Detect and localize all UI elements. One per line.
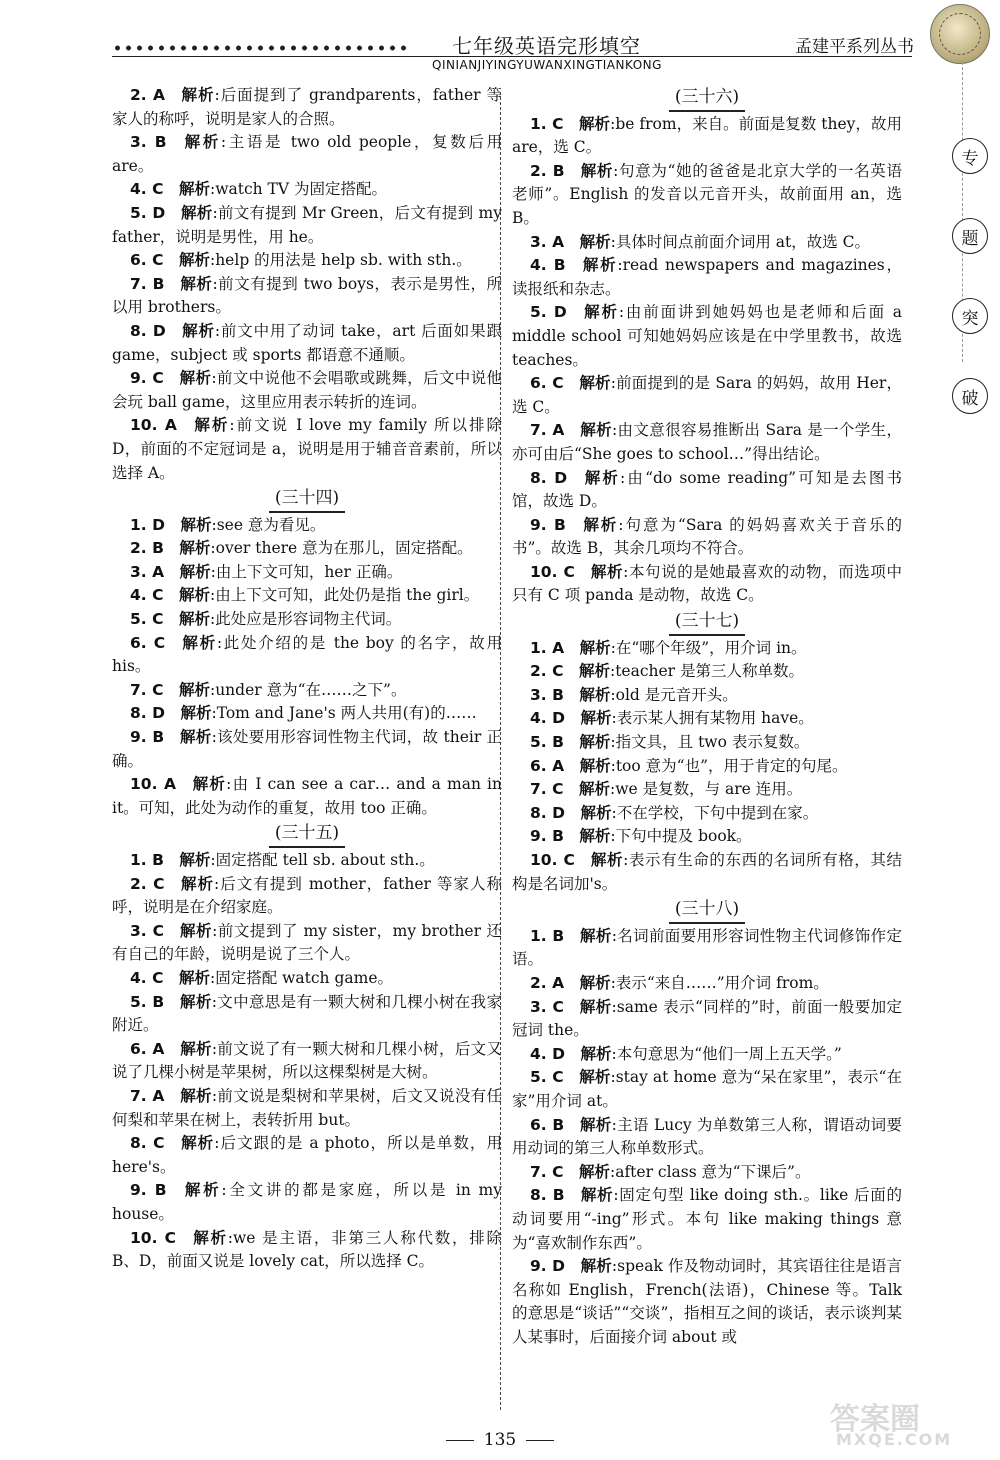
answer-number: 6. A (130, 1039, 165, 1058)
analysis-label: 解析 (581, 515, 619, 534)
analysis-label: 解析 (178, 251, 210, 270)
analysis-text: 前文中用了动词 take，art 后面如果跟 game，subject 或 sports 都语意不通顺。 (112, 321, 502, 364)
answer-number: 6. C (530, 374, 564, 393)
analysis-label: 解析 (579, 756, 611, 775)
answer-entry: 7. A 解析:前文说是梨树和苹果树，后文又说没有任何梨和苹果在树上，表转折用 but。 (112, 1086, 502, 1129)
analysis-text: 前文有提到 two boys，表示是男性，所以用 brothers。 (112, 274, 502, 317)
analysis-label: 解析 (178, 586, 210, 605)
answer-entry: 5. B 解析:指文具，且 two 表示复数。 (530, 733, 810, 752)
answer-number: 7. B (130, 274, 165, 293)
analysis-label: 解析 (180, 203, 213, 222)
analysis-text: Tom and Jane's 两人共用(有)的…… (216, 704, 477, 723)
answer-entry: 9. B 解析:该处要用形容词性物主代词，故 their 正确。 (112, 728, 502, 770)
answer-number: 9. B (530, 827, 564, 846)
analysis-label: 解析 (579, 733, 611, 752)
analysis-text: 固定句型 like doing sth.。like 后面的动词要用“-ing”形式。本句 like making things 意为“喜欢制作东西”。 (512, 1186, 902, 1252)
answer-entry: 4. C 解析:固定搭配 watch game。 (130, 968, 393, 987)
analysis-label: 解析 (181, 321, 215, 340)
answer-number: 8. D (530, 803, 565, 822)
analysis-text: 主语 Lucy 为单数第三人称，谓语动词要用动词的第三人称单数形式。 (512, 1115, 902, 1158)
analysis-label: 解析 (579, 1115, 612, 1134)
analysis-label: 解析 (578, 662, 610, 681)
analysis-text: 由文意很容易推断出 Sara 是一个学生，亦可由后“She goes to school…”得出结论。 (512, 421, 902, 463)
answer-number: 5. C (530, 1068, 564, 1087)
analysis-text: 由上下文可知，her 正确。 (215, 562, 403, 581)
analysis-text: 固定搭配 tell sb. about sth.。 (215, 851, 435, 869)
analysis-text: 表示有生命的东西的名词所有格，其结构是名词加's。 (512, 851, 902, 893)
answer-entry: 10. C 解析:本句说的是她最喜欢的动物，而选项中只有 C 项 panda 是动物，故选 C。 (512, 562, 902, 605)
answer-number: 5. C (130, 610, 164, 629)
analysis-label: 解析 (582, 303, 619, 322)
analysis-label: 解析 (579, 827, 611, 846)
answer-number: 8. B (530, 1186, 565, 1205)
analysis-label: 解析 (580, 803, 612, 822)
analysis-text: 固定搭配 watch game。 (215, 968, 393, 987)
analysis-text: 下句中提及 book。 (615, 827, 752, 846)
analysis-label: 解析 (582, 468, 621, 487)
answer-entry: 6. B 解析:主语 Lucy 为单数第三人称，谓语动词要用动词的第三人称单数形式。 (512, 1115, 902, 1158)
answer-number: 1. B (130, 851, 164, 869)
answer-entry: 8. C 解析:后文跟的是 a photo，所以是单数，用 here's。 (112, 1134, 502, 1176)
answer-entry: 1. A 解析:在“哪个年级”，用介词 in。 (530, 638, 807, 657)
answer-number: 8. D (130, 321, 166, 340)
answer-number: 5. D (530, 303, 567, 322)
analysis-label: 解析 (182, 1181, 222, 1200)
analysis-label: 解析 (178, 610, 210, 629)
answer-number: 6. C (130, 633, 166, 652)
answer-entry: 1. B 解析:名词前面要用形容词性物主代词修饰作定语。 (512, 926, 902, 969)
analysis-label: 解析 (179, 1086, 212, 1105)
analysis-label: 解析 (179, 728, 212, 747)
analysis-label: 解析 (579, 926, 612, 945)
book-title-pinyin: QINIANJIYINGYUWANXINGTIANKONG (432, 58, 662, 72)
answer-entry: 7. C 解析:after class 意为“下课后”。 (530, 1162, 811, 1181)
answer-entry: 7. B 解析:前文有提到 two boys，表示是男性，所以用 brothers。 (112, 274, 502, 317)
answer-number: 10. C (130, 1228, 176, 1247)
answer-entry: 10. C 解析:we 是主语，非第三人称代数，排除 B、D，前面又说是 lovely cat，所以选择 C。 (112, 1228, 502, 1271)
page-header (0, 0, 1000, 80)
answer-number: 3. B (530, 685, 564, 704)
answer-entry: 6. A 解析:前文说了有一颗大树和几棵小树，后文又说了几棵小树是苹果树，所以这棵梨树是大树。 (112, 1039, 502, 1082)
answer-entry: 2. A 解析:表示“来自……”用介词 from。 (530, 973, 829, 992)
answer-number: 7. A (530, 421, 565, 440)
answer-number: 9. D (530, 1257, 566, 1276)
analysis-text: 由 I can see a car… and a man in it。可知，此处为动作的重复，故用 too 正确。 (112, 775, 502, 817)
answer-entry: 10. A 解析:由 I can see a car… and a man in it。可知，此处为动作的重复，故用 too 正确。 (112, 775, 502, 817)
answer-number: 7. C (530, 1162, 564, 1181)
analysis-text: 由前面讲到她妈妈也是老师和后面 a middle school 可知她妈妈应该是在中学里教书，故选 teaches。 (512, 303, 902, 369)
analysis-text: 前面提到的是 Sara 的妈妈，故用 Her，选 C。 (512, 374, 902, 416)
answer-entry: 4. D 解析:本句意思为“他们一周上五天学。” (530, 1044, 842, 1063)
analysis-label: 解析 (180, 86, 215, 104)
answer-column-right (512, 84, 902, 1349)
analysis-label: 解析 (580, 709, 612, 728)
answer-number: 5. B (530, 733, 564, 752)
answer-number: 8. D (530, 468, 568, 487)
analysis-text: 表示“来自……”用介词 from。 (615, 973, 829, 992)
analysis-label: 解析 (179, 274, 213, 293)
analysis-text: 句意为“Sara 的妈妈喜欢关于音乐的书”。故选 B，其余几项均不符合。 (512, 515, 902, 558)
answer-number: 2. A (130, 86, 166, 104)
analysis-text: 该处要用形容词性物主代词，故 their 正确。 (112, 728, 502, 770)
watermark-top: 答案圈 (830, 1402, 920, 1437)
answer-entry: 2. B 解析:over there 意为在那儿，固定搭配。 (130, 539, 473, 558)
analysis-text: 全文讲的都是家庭，所以是 in my house。 (112, 1181, 502, 1223)
analysis-text: 此处介绍的是 the boy 的名字，故用 his。 (112, 633, 502, 676)
answer-entry: 2. C 解析:后文有提到 mother，father 等家人称呼，说明是在介绍家庭。 (112, 874, 502, 917)
analysis-label: 解析 (180, 515, 212, 534)
answer-number: 4. C (130, 180, 164, 199)
analysis-text: 文中意思是有一颗大树和几棵小树在我家附近。 (112, 992, 502, 1035)
answer-number: 3. C (530, 997, 564, 1016)
answer-entry: 8. D 解析:前文中用了动词 take，art 后面如果跟 game，subject 或 sports 都语意不通顺。 (112, 321, 502, 364)
answer-number: 10. C (530, 562, 575, 581)
answer-number: 4. D (530, 1044, 565, 1063)
answer-entry: 5. D 解析:由前面讲到她妈妈也是老师和后面 a middle school 可知她妈妈应该是在中学里教书，故选 teaches。 (512, 303, 902, 369)
analysis-text: we 是复数，与 are 连用。 (615, 780, 803, 799)
answer-entry: 8. D 解析:Tom and Jane's 两人共用(有)的…… (130, 704, 477, 723)
answer-number: 2. C (530, 662, 564, 681)
answer-number: 4. D (530, 709, 565, 728)
answer-number: 10. A (130, 416, 177, 435)
answer-number: 4. C (130, 968, 164, 987)
analysis-text: 前文说是梨树和苹果树，后文又说没有任何梨和苹果在树上，表转折用 but。 (112, 1086, 502, 1129)
analysis-label: 解析 (579, 973, 611, 992)
answer-entry: 3. B 解析:old 是元音开头。 (530, 685, 738, 704)
analysis-label: 解析 (179, 369, 212, 388)
analysis-label: 解析 (579, 421, 612, 440)
answer-entry: 9. B 解析:句意为“Sara 的妈妈喜欢关于音乐的书”。故选 B，其余几项均不符合。 (512, 515, 902, 558)
analysis-label: 解析 (580, 161, 614, 180)
answer-number: 5. D (130, 203, 166, 222)
answer-number: 9. B (130, 728, 165, 747)
analysis-text: help 的用法是 help sb. with sth.。 (215, 251, 472, 270)
answer-entry: 2. C 解析:teacher 是第三人称单数。 (530, 662, 805, 681)
answer-number: 2. C (130, 874, 165, 893)
analysis-text: 具体时间点前面介词用 at，故选 C。 (615, 232, 871, 251)
analysis-text: 本句意思为“他们一周上五天学。” (616, 1044, 842, 1063)
answer-number: 4. C (130, 586, 164, 605)
section-heading (512, 610, 902, 636)
answer-number: 10. A (130, 775, 177, 794)
analysis-label: 解析 (579, 374, 611, 393)
answer-number: 5. B (130, 992, 165, 1011)
answer-entry: 6. C 解析:前面提到的是 Sara 的妈妈，故用 Her，选 C。 (512, 374, 902, 416)
answer-entry: 8. D 解析:不在学校，下句中提到在家。 (530, 803, 819, 822)
answer-entry: 10. C 解析:表示有生命的东西的名词所有格，其结构是名词加's。 (512, 851, 902, 893)
analysis-label: 解析 (191, 775, 227, 794)
analysis-label: 解析 (192, 416, 230, 435)
answer-number: 9. B (130, 1181, 167, 1200)
section-heading (512, 898, 902, 924)
analysis-text: 名词前面要用形容词性物主代词修饰作定语。 (512, 926, 902, 969)
analysis-label: 解析 (179, 851, 211, 869)
answer-number: 8. C (130, 1134, 165, 1153)
analysis-text: 前文有提到 Mr Green，后文有提到 my father，说明是男性，用 he。 (112, 203, 502, 246)
analysis-label: 解析 (581, 256, 618, 275)
answer-number: 3. A (130, 562, 165, 581)
analysis-text: 此处应是形容词物主代词。 (215, 610, 402, 629)
analysis-label: 解析 (180, 1134, 215, 1153)
answer-entry: 7. C 解析:we 是复数，与 are 连用。 (530, 780, 803, 799)
analysis-text: 在“哪个年级”，用介词 in。 (615, 638, 807, 657)
answer-entry: 6. C 解析:help 的用法是 help sb. with sth.。 (130, 251, 472, 270)
analysis-text: 由上下文可知，此处仍是指 the girl。 (215, 586, 480, 605)
section-title: (三十四) (269, 487, 345, 513)
answer-entry: 4. C 解析:watch TV 为固定搭配。 (130, 180, 387, 199)
answer-entry: 3. A 解析:具体时间点前面介词用 at，故选 C。 (530, 232, 871, 251)
column-divider (500, 92, 501, 1410)
dotted-ornament (112, 44, 412, 52)
analysis-text: read newspapers and magazines，读报纸和杂志。 (512, 256, 902, 298)
analysis-label: 解析 (590, 851, 624, 869)
analysis-text: 后文跟的是 a photo，所以是单数，用 here's。 (112, 1134, 502, 1176)
analysis-label: 解析 (578, 114, 611, 133)
answer-entry: 8. B 解析:固定句型 like doing sth.。like 后面的动词要用“-ing”形式。本句 like making things 意为“喜欢制作东西”。 (512, 1186, 902, 1252)
answer-number: 6. C (130, 251, 164, 270)
analysis-text: same 表示“同样的”时，前面一般要加定冠词 the。 (512, 997, 902, 1040)
analysis-text: too 意为“也”，用于肯定的句尾。 (615, 756, 848, 775)
analysis-text: under 意为“在……之下”。 (215, 680, 407, 699)
analysis-label: 解析 (579, 685, 611, 704)
analysis-text: 前文说了有一颗大树和几棵小树，后文又说了几棵小树是苹果树，所以这棵梨树是大树。 (112, 1039, 502, 1082)
analysis-text: watch TV 为固定搭配。 (215, 180, 387, 199)
analysis-label: 解析 (180, 633, 217, 652)
analysis-label: 解析 (580, 1186, 614, 1205)
analysis-text: 前文提到了 my sister，my brother 还有自己的年龄，说明是说了三个人。 (112, 921, 502, 964)
answer-entry: 9. B 解析:全文讲的都是家庭，所以是 in my house。 (112, 1181, 502, 1223)
answer-entry: 9. B 解析:下句中提及 book。 (530, 827, 752, 846)
analysis-text: teacher 是第三人称单数。 (615, 662, 805, 681)
analysis-text: 后面提到了 grandparents，father 等家人的称呼，说明是家人的合照。 (112, 86, 502, 128)
analysis-label: 解析 (179, 562, 211, 581)
analysis-text: over there 意为在那儿，固定搭配。 (215, 539, 473, 558)
answer-number: 7. A (130, 1086, 165, 1105)
analysis-label: 解析 (182, 133, 221, 152)
answer-entry: 3. C 解析:same 表示“同样的”时，前面一般要加定冠词 the。 (512, 997, 902, 1040)
section-heading (112, 822, 502, 848)
analysis-text: 后文有提到 mother，father 等家人称呼，说明是在介绍家庭。 (112, 874, 502, 917)
answer-entry: 3. B 解析:主语是 two old people，复数后用 are。 (112, 133, 502, 175)
section-title: (三十七) (669, 610, 745, 636)
analysis-text: 指文具，且 two 表示复数。 (615, 733, 810, 752)
section-title: (三十六) (669, 86, 745, 112)
analysis-text: 不在学校，下句中提到在家。 (616, 803, 819, 822)
answer-entry: 1. B 解析:固定搭配 tell sb. about sth.。 (130, 851, 435, 869)
watermark-logo (820, 1394, 992, 1452)
answer-number: 2. B (130, 539, 164, 558)
analysis-text: 句意为“她的爸爸是北京大学的一名英语老师”。English 的发音以元音开头，故前面用 an，选 B。 (512, 161, 902, 227)
answer-number: 3. B (130, 133, 167, 152)
answer-entry: 10. A 解析:前文说 I love my family 所以排除 D，前面的不定冠词是 a，说明是用于辅音音素前，所以选择 A。 (112, 416, 502, 482)
answer-entry: 9. D 解析:speak 作及物动词时，其宾语往往是语言名称如 English，French(法语)，Chinese 等。Talk 的意思是“谈话”“交谈”，指相互之间的谈话，表示谈判某人某事时，后面接介词 about 或 (512, 1257, 902, 1346)
answer-column-left (112, 84, 502, 1274)
answer-entry: 8. D 解析:由“do some reading”可知是去图书馆，故选 D。 (512, 468, 902, 511)
analysis-text: speak 作及物动词时，其宾语往往是语言名称如 English，French(法语)，Chinese 等。Talk 的意思是“谈话”“交谈”，指相互之间的谈话，表示谈判某人某事时，后面接介词 about 或 (512, 1257, 902, 1346)
analysis-label: 解析 (578, 780, 610, 799)
answer-number: 2. A (530, 973, 565, 992)
answer-entry: 2. B 解析:句意为“她的爸爸是北京大学的一名英语老师”。English 的发音以元音开头，故前面用 an，选 B。 (512, 161, 902, 227)
book-title: 七年级英语完形填空 (452, 34, 641, 58)
answer-number: 6. A (530, 756, 565, 775)
answer-entry: 2. A 解析:后面提到了 grandparents，father 等家人的称呼，说明是家人的合照。 (112, 86, 502, 128)
answer-number: 7. C (130, 680, 164, 699)
analysis-text: be from，来自。前面是复数 they，故用 are，选 C。 (512, 114, 902, 157)
analysis-label: 解析 (579, 1068, 611, 1087)
analysis-label: 解析 (191, 1228, 228, 1247)
answer-number: 8. D (130, 704, 165, 723)
answer-entry: 7. C 解析:under 意为“在……之下”。 (130, 680, 407, 699)
section-title: (三十八) (669, 898, 745, 924)
answer-number: 7. C (530, 780, 564, 799)
analysis-text: we 是主语，非第三人称代数，排除 B、D，前面又说是 lovely cat，所以选择 C。 (112, 1228, 502, 1271)
answer-number: 1. C (530, 114, 564, 133)
section-heading (512, 86, 902, 112)
analysis-label: 解析 (178, 680, 210, 699)
analysis-text: after class 意为“下课后”。 (615, 1162, 811, 1181)
analysis-label: 解析 (579, 638, 611, 657)
analysis-text: 由“do some reading”可知是去图书馆，故选 D。 (512, 468, 902, 511)
analysis-text: old 是元音开头。 (615, 685, 738, 704)
analysis-text: stay at home 意为“呆在家里”，表示“在家”用介词 at。 (512, 1068, 902, 1110)
side-badge: 破 (952, 378, 988, 414)
answer-number: 9. B (530, 515, 566, 534)
analysis-label: 解析 (578, 1162, 610, 1181)
analysis-text: 表示某人拥有某物用 have。 (616, 709, 814, 728)
answer-entry: 6. A 解析:too 意为“也”，用于肯定的句尾。 (530, 756, 848, 775)
answer-entry: 5. D 解析:前文有提到 Mr Green，后文有提到 my father，说明是男性，用 he。 (112, 203, 502, 246)
page-number: 135 (0, 1430, 1000, 1450)
answer-entry: 5. C 解析:stay at home 意为“呆在家里”，表示“在家”用介词 at。 (512, 1068, 902, 1110)
analysis-text: 前文中说他不会唱歌或跳舞，后文中说他会玩 ball game，这里应用表示转折的连词。 (112, 369, 502, 411)
analysis-label: 解析 (579, 232, 611, 251)
answer-entry: 1. C 解析:be from，来自。前面是复数 they，故用 are，选 C。 (512, 114, 902, 157)
analysis-label: 解析 (180, 704, 212, 723)
analysis-label: 解析 (580, 1044, 612, 1063)
answer-entry: 3. C 解析:前文提到了 my sister，my brother 还有自己的年龄，说明是说了三个人。 (112, 921, 502, 964)
answer-number: 4. B (530, 256, 566, 275)
series-name: 孟建平系列丛书 (795, 37, 914, 57)
answer-number: 3. C (130, 921, 164, 940)
analysis-label: 解析 (179, 1039, 212, 1058)
side-badge: 题 (952, 218, 988, 254)
analysis-label: 解析 (179, 874, 215, 893)
answer-number: 2. B (530, 161, 565, 180)
answer-number: 9. C (130, 369, 164, 388)
analysis-label: 解析 (590, 562, 624, 581)
answer-entry: 3. A 解析:由上下文可知，her 正确。 (130, 562, 403, 581)
answer-entry: 4. D 解析:表示某人拥有某物用 have。 (530, 709, 814, 728)
answer-number: 1. B (530, 926, 565, 945)
analysis-text: 前文说 I love my family 所以排除 D，前面的不定冠词是 a，说明是用于辅音音素前，所以选择 A。 (112, 416, 502, 482)
answer-entry: 1. D 解析:see 意为看见。 (130, 515, 326, 534)
analysis-label: 解析 (579, 997, 612, 1016)
side-badge: 突 (952, 298, 988, 334)
answer-entry: 9. C 解析:前文中说他不会唱歌或跳舞，后文中说他会玩 ball game，这里应用表示转折的连词。 (112, 369, 502, 411)
answer-number: 3. A (530, 232, 565, 251)
analysis-text: see 意为看见。 (216, 515, 326, 534)
seal-logo-icon (930, 4, 990, 64)
answer-entry: 4. B 解析:read newspapers and magazines，读报纸和杂志。 (512, 256, 902, 298)
answer-number: 10. C (530, 851, 575, 869)
answer-entry: 5. C 解析:此处应是形容词物主代词。 (130, 610, 402, 629)
side-badges (952, 138, 992, 458)
section-title: (三十五) (269, 822, 345, 848)
analysis-label: 解析 (580, 1257, 612, 1276)
analysis-label: 解析 (179, 921, 213, 940)
answer-entry: 6. C 解析:此处介绍的是 the boy 的名字，故用 his。 (112, 633, 502, 676)
watermark-bottom: MXQE.COM (836, 1430, 953, 1449)
answer-number: 6. B (530, 1115, 565, 1134)
analysis-label: 解析 (179, 539, 211, 558)
side-badge: 专 (952, 138, 988, 174)
analysis-label: 解析 (178, 180, 210, 199)
answer-number: 1. D (130, 515, 165, 534)
answer-entry: 7. A 解析:由文意很容易推断出 Sara 是一个学生，亦可由后“She goes to school…”得出结论。 (512, 421, 902, 463)
answer-number: 1. A (530, 638, 565, 657)
answer-entry: 5. B 解析:文中意思是有一颗大树和几棵小树在我家附近。 (112, 992, 502, 1035)
analysis-text: 本句说的是她最喜欢的动物，而选项中只有 C 项 panda 是动物，故选 C。 (512, 562, 902, 605)
section-heading (112, 487, 502, 513)
header-rule (112, 56, 912, 57)
answer-entry: 4. C 解析:由上下文可知，此处仍是指 the girl。 (130, 586, 480, 605)
analysis-label: 解析 (178, 968, 210, 987)
analysis-label: 解析 (179, 992, 212, 1011)
analysis-text: 主语是 two old people，复数后用 are。 (112, 133, 502, 175)
